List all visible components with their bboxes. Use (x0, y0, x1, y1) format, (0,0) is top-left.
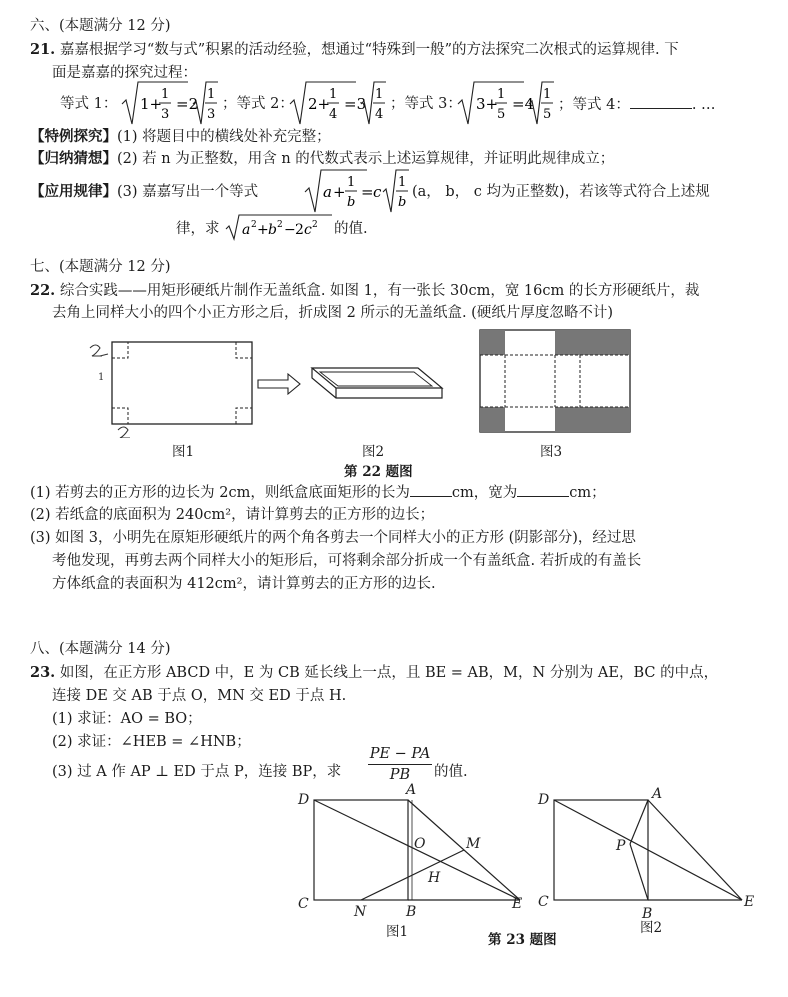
q23-part-1: (1) 求证：AO = BO； (52, 711, 202, 727)
svg-text:3: 3 (207, 107, 216, 122)
svg-text:4: 4 (375, 107, 384, 122)
q23-fraction-denominator: PB (389, 767, 411, 783)
eq-tail: . … (691, 97, 716, 113)
q23-fig2-caption: 图2 (640, 920, 663, 936)
question-23-line-1 (30, 663, 718, 683)
q23-fig1-caption: 图1 (386, 924, 409, 940)
svg-text:c: c (373, 183, 382, 201)
q22-part-1 (30, 482, 606, 503)
svg-text:2: 2 (277, 220, 283, 230)
q22-fig2-caption: 图2 (362, 444, 385, 460)
eq3-label: ；等式 3： (390, 96, 462, 112)
q23-f1-label-E: E (512, 896, 523, 912)
svg-text:=: = (361, 183, 374, 201)
svg-text:c: c (304, 222, 312, 238)
q23-fraction-numerator: PE − PA (368, 744, 432, 765)
svg-text:1: 1 (329, 87, 338, 102)
q22-figure-title: 第 22 题图 (344, 464, 413, 480)
q23-f1-label-A: A (406, 782, 417, 798)
svg-text:+: + (257, 222, 269, 238)
q22-figure-2 (312, 368, 442, 398)
section-6-header: 六、(本题满分 12 分) (30, 18, 171, 34)
q23-f1-label-B: B (406, 904, 417, 920)
question-22-text-1: 综合实践——用矩形硬纸片制作无盖纸盒. 如图 1，有一张长 30cm，宽 16cm 的长方形硬纸片，裁 (59, 283, 700, 299)
q23-f1-label-N: N (354, 904, 367, 920)
svg-text:=3: =3 (344, 95, 367, 113)
svg-text:1: 1 (207, 87, 216, 102)
svg-text:1+: 1+ (140, 95, 163, 113)
q23-f2-label-E: E (744, 894, 755, 910)
question-21-line-1 (30, 40, 679, 60)
svg-text:b: b (398, 195, 407, 210)
q23-figure-title: 第 23 题图 (488, 932, 557, 948)
equation-1-formula (120, 78, 220, 130)
svg-text:b: b (347, 195, 356, 210)
q21-part-2-text: (2) 若 n 为正整数，用含 n 的代数式表示上述运算规律，并证明此规律成立； (117, 151, 615, 167)
q23-f1-label-C: C (298, 896, 309, 912)
svg-text:+: + (333, 183, 346, 201)
svg-text:a: a (323, 183, 332, 201)
q23-f2-label-A: A (652, 786, 663, 802)
svg-text:a: a (242, 222, 251, 238)
q23-f1-label-D: D (298, 792, 310, 808)
q22-part-2: (2) 若纸盒的底面积为 240cm²，请计算剪去的正方形的边长； (30, 507, 435, 523)
svg-text:5: 5 (543, 107, 552, 122)
q23-figure-2 (554, 800, 742, 900)
q23-f1-label-O: O (414, 836, 426, 852)
q22-part-3-line-3: 方体纸盒的表面积为 412cm²，请计算剪去的正方形的边长. (52, 576, 436, 592)
svg-text:1: 1 (98, 372, 105, 383)
question-21-text-1: 嘉嘉根据学习“数与式”积累的活动经验，想通过“特殊到一般”的方法探究二次根式的运算规律. 下 (59, 42, 679, 58)
q23-f1-label-H: H (428, 870, 441, 886)
eq4-label: ；等式 4： (558, 97, 630, 113)
q23-f2-label-C: C (538, 894, 549, 910)
q23-f1-label-M: M (466, 836, 481, 852)
q22-width-blank[interactable] (517, 482, 569, 497)
tag-application: 【应用规律】 (30, 183, 117, 200)
svg-text:1: 1 (375, 87, 384, 102)
q22-part-3-line-2: 考他发现，再剪去两个同样大小的矩形后，可将剩余部分折成一个有盖纸盒. 若折成的有盖长 (52, 553, 642, 569)
q21-part-3-text-d: 的值. (334, 221, 368, 237)
svg-text:4: 4 (329, 107, 338, 122)
svg-text:1: 1 (161, 87, 170, 102)
question-22-number: 22. (30, 282, 56, 299)
svg-text:2: 2 (295, 222, 304, 238)
q22-figure-1 (90, 342, 252, 438)
section-8-header: 八、(本题满分 14 分) (30, 641, 171, 657)
svg-text:5: 5 (497, 107, 506, 122)
q21-equation-formula (303, 166, 411, 218)
arrow-icon (258, 374, 300, 394)
svg-text:2: 2 (251, 220, 257, 230)
question-22-line-1 (30, 281, 699, 301)
svg-text:b: b (268, 222, 277, 238)
svg-text:1: 1 (398, 175, 407, 190)
q22-fig1-caption: 图1 (172, 444, 195, 460)
q23-part-3 (52, 762, 341, 782)
tag-special-case: 【特例探究】 (30, 128, 117, 145)
q21-part-3-line-2 (176, 219, 220, 239)
svg-text:2: 2 (312, 220, 318, 230)
q23-f2-label-D: D (538, 792, 550, 808)
q22-figure-3 (480, 330, 630, 432)
svg-text:1: 1 (543, 87, 552, 102)
q21-part-1 (30, 127, 331, 147)
question-21-text-2: 面是嘉嘉的探究过程： (52, 65, 197, 81)
q22-part-1-text-c: cm； (569, 485, 606, 501)
question-23-number: 23. (30, 664, 56, 681)
section-7-header: 七、(本题满分 12 分) (30, 259, 171, 275)
q22-part-1-text-a: (1) 若剪去的正方形的边长为 2cm，则纸盒底面矩形的长为 (30, 485, 410, 501)
question-23-text-1: 如图，在正方形 ABCD 中，E 为 CB 延长线上一点，且 BE = AB，M，N 分别为 AE，BC 的中点， (59, 665, 719, 681)
q22-length-blank[interactable] (410, 482, 452, 497)
q23-part-3-text-b: 的值. (434, 764, 468, 780)
q22-fig3-caption: 图3 (540, 444, 563, 460)
svg-text:3+: 3+ (476, 95, 499, 113)
q22-part-1-text-b: cm，宽为 (451, 485, 518, 501)
q21-target-expression (224, 212, 334, 242)
q23-part-3-text-a: (3) 过 A 作 AP ⊥ ED 于点 P，连接 BP，求 (52, 764, 342, 780)
tag-induction: 【归纳猜想】 (30, 150, 117, 167)
q21-part-3-text-b: (a， b， c 均为正整数)，若该等式符合上述规 (412, 184, 710, 200)
svg-text:1: 1 (347, 175, 356, 190)
q23-figures (290, 780, 770, 930)
equation-2-formula (288, 78, 388, 130)
q23-f2-label-P: P (616, 838, 626, 854)
eq4-answer-blank[interactable] (630, 94, 692, 109)
question-23-text-2: 连接 DE 交 AB 于点 O，MN 交 ED 于点 H. (52, 688, 347, 704)
svg-text:=2: =2 (176, 95, 199, 113)
svg-text:3: 3 (161, 107, 170, 122)
q21-part-1-text: (1) 将题目中的横线处补充完整； (117, 129, 331, 145)
question-21-number: 21. (30, 41, 56, 58)
q22-part-3-line-1: (3) 如图 3，小明先在原矩形硬纸片的两个角各剪去一个同样大小的正方形 (阴影部分)，经过思 (30, 530, 636, 546)
eq1-label: 等式 1： (60, 96, 118, 112)
q23-fraction (368, 744, 432, 785)
eq2-label: ；等式 2： (222, 96, 294, 112)
svg-text:2+: 2+ (308, 95, 331, 113)
q21-part-3-text-c: 律，求 (176, 221, 220, 237)
q22-figures (80, 328, 640, 438)
svg-text:−: − (284, 222, 296, 238)
q23-f2-label-B: B (642, 906, 653, 922)
eq4-label-row (558, 94, 716, 115)
q21-part-3-text-a: (3) 嘉嘉写出一个等式 (117, 184, 259, 200)
svg-text:=4: =4 (512, 95, 535, 113)
question-22-text-2: 去角上同样大小的四个小正方形之后，折成图 2 所示的无盖纸盒. (硬纸片厚度忽略不计) (52, 305, 613, 321)
svg-text:1: 1 (497, 87, 506, 102)
equation-3-formula (456, 78, 556, 130)
q23-part-2: (2) 求证：∠HEB = ∠HNB； (52, 734, 251, 750)
q21-part-3 (30, 182, 258, 202)
